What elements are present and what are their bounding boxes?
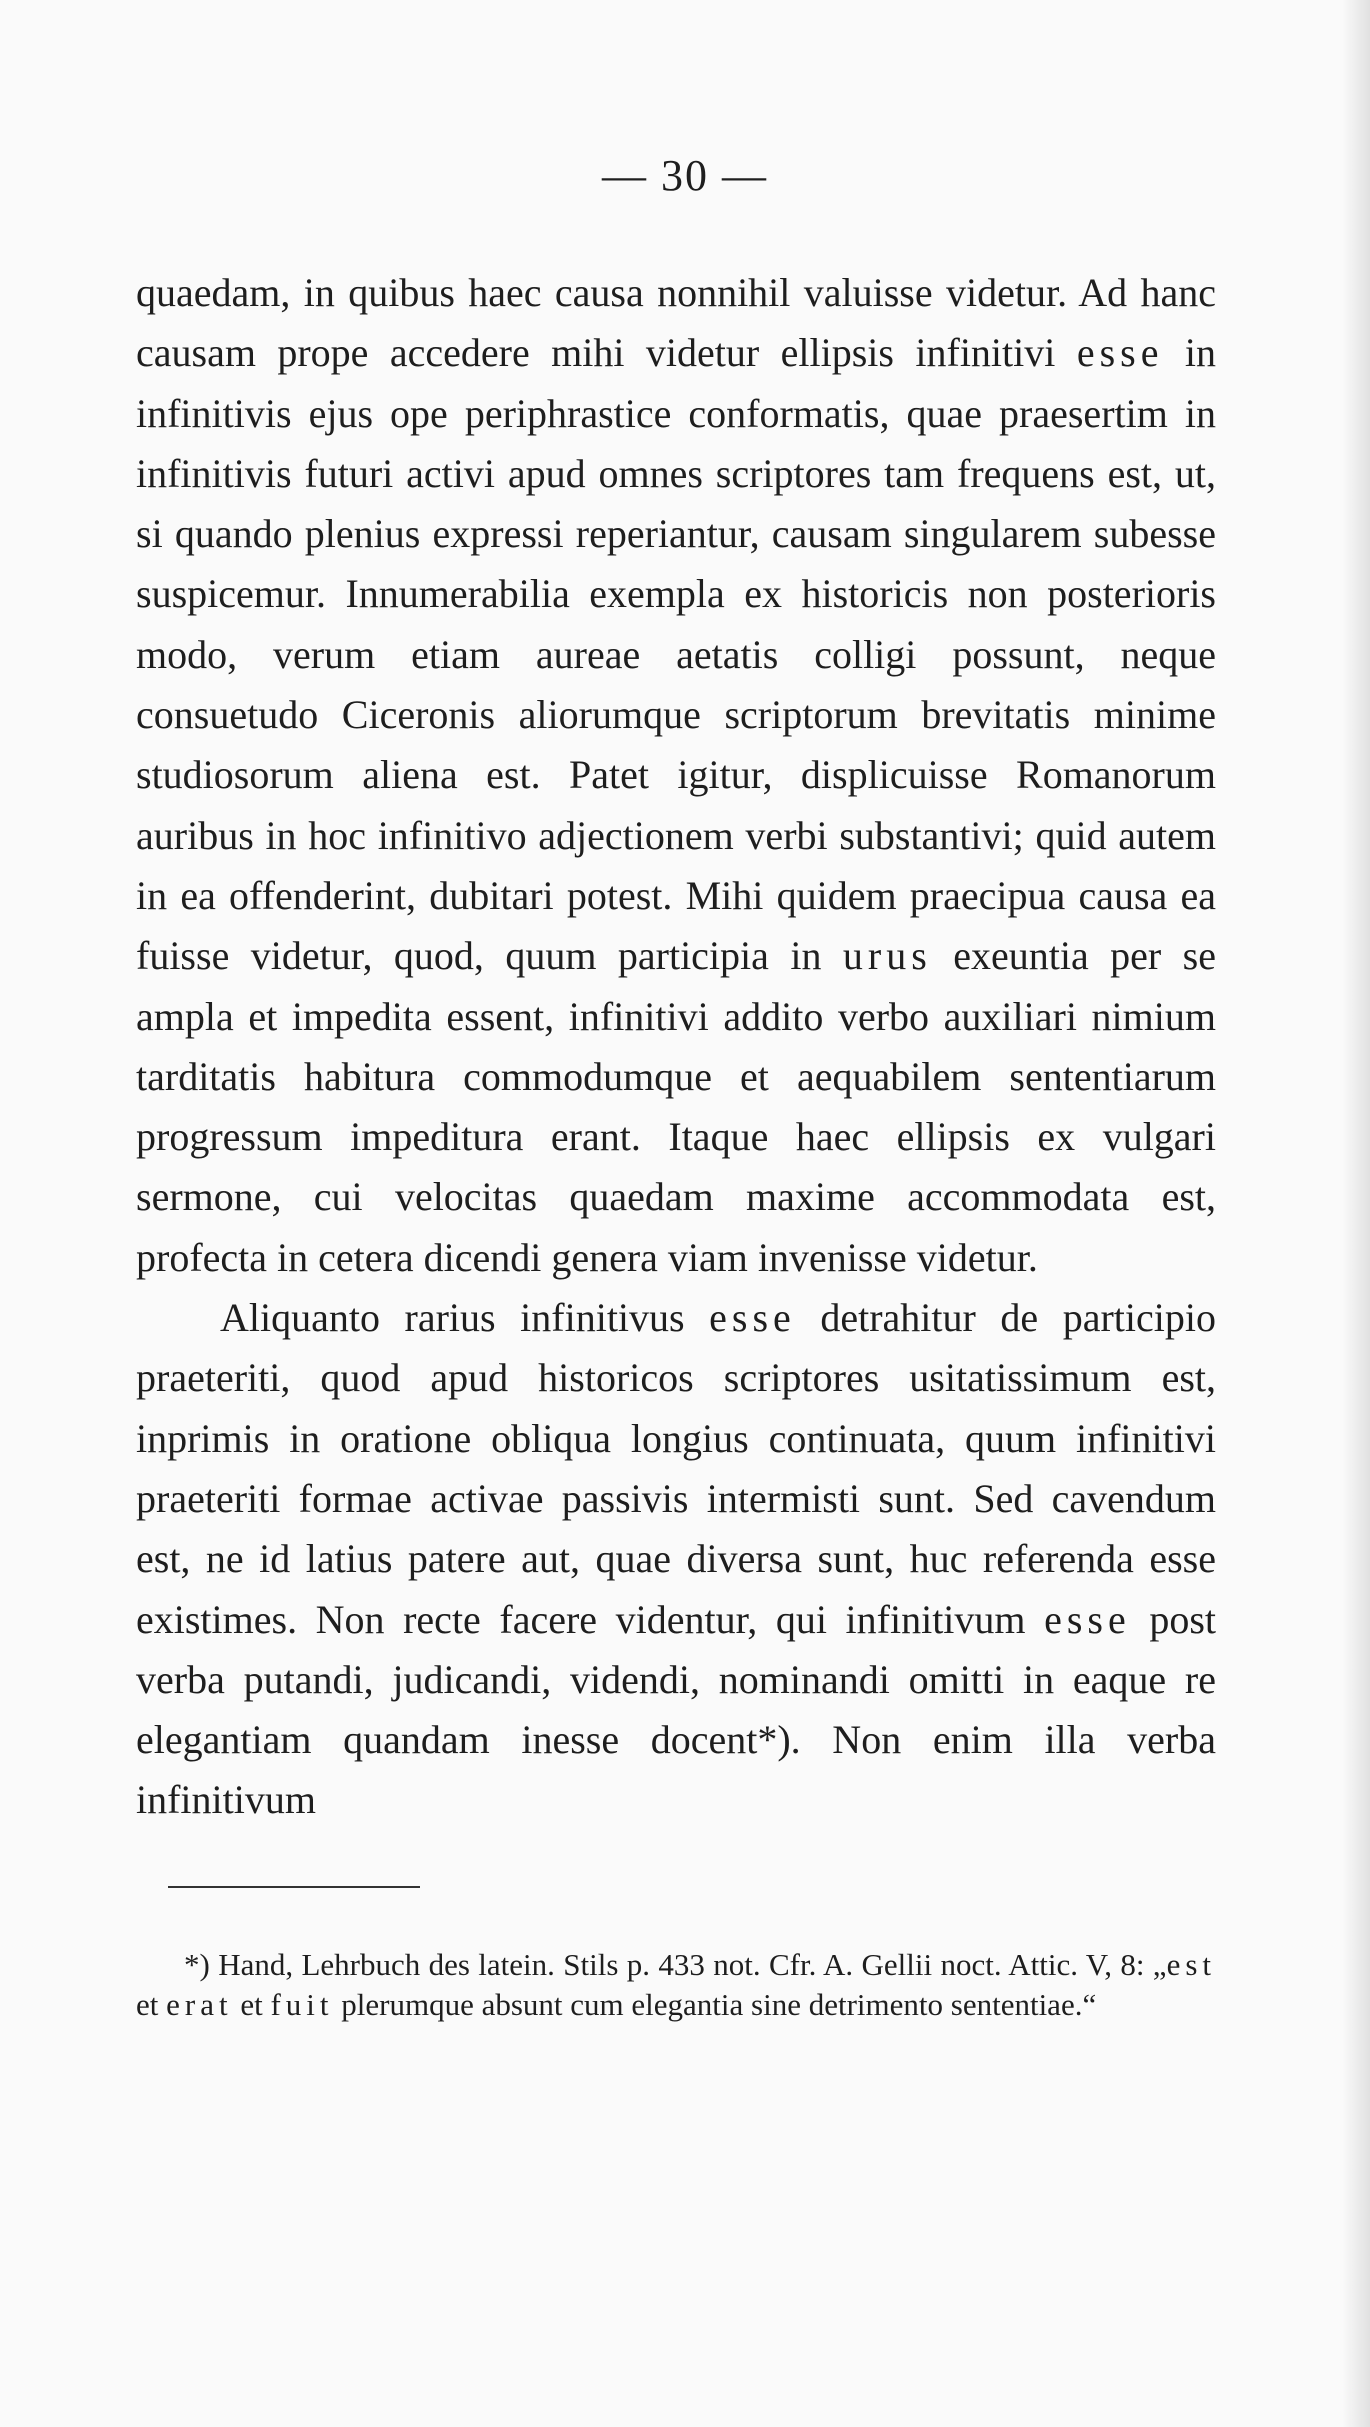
text-run: post verba putandi, judicandi, videndi, nominandi omitti in eaque re elegantiam quandam inesse docent*). Non enim illa verba infinitivum <box>136 1596 1216 1823</box>
spaced-word: esse <box>1076 330 1164 376</box>
spaced-word: urus <box>842 933 932 979</box>
spaced-word: esse <box>1044 1596 1131 1642</box>
text-run: detrahitur de participio praeteriti, quod apud historicos scriptores usitatissimum est, inprimis in oratione obliqua longius continuata, quum infinitivi praeteriti formae activae passivis intermisti sunt. Sed cavendum est, ne id latius patere aut, quae diversa sunt, huc referenda esse existimes. Non recte facere videntur, qui infinitivum <box>136 1295 1216 1642</box>
paragraph <box>136 1288 1216 1831</box>
spaced-word: esse <box>709 1295 796 1341</box>
footnote-divider <box>168 1886 420 1888</box>
text-run: in infinitivis ejus ope periphrastice conformatis, quae praesertim in infinitivis futuri activi apud omnes scriptores tam frequens est, ut, si quando plenius expressi reperiantur, causam singularem subesse suspicemur. Innumerabilia exempla ex historicis non posterioris modo, verum etiam aureae aetatis colligi possunt, neque consuetudo Ciceronis aliorumque scriptorum brevitatis minime studiosorum aliena est. Patet igitur, displicuisse Romanorum auribus in hoc infinitivo adjectionem verbi substantivi; quid autem in ea offenderint, dubitari potest. Mihi quidem praecipua causa ea fuisse videtur, quod, quum participia in <box>136 330 1216 979</box>
text-run: et <box>136 1987 167 2022</box>
spaced-word: erat <box>166 1987 233 2022</box>
text-run: *) Hand, Lehrbuch des latein. Stils p. 433 not. Cfr. A. Gellii noct. Attic. V, 8: „ <box>184 1947 1167 1982</box>
text-run: exeuntia per se ampla et impedita essent, infinitivi addito verbo auxiliari nimium tarditatis habitura commodumque et aequabilem sententiarum progressum impeditura erant. Itaque haec ellipsis ex vulgari sermone, cui velocitas quaedam maxime accommodata est, profecta in cetera dicendi genera viam invenisse videtur. <box>136 933 1216 1280</box>
text-run: plerumque absunt cum elegantia sine detrimento sententiae.“ <box>333 1987 1097 2022</box>
body-text <box>136 263 1216 1831</box>
text-run: Aliquanto rarius infinitivus <box>220 1295 710 1341</box>
text-run: quaedam, in quibus haec causa nonnihil valuisse videtur. Ad hanc causam prope accedere mihi videtur ellipsis infinitivi <box>136 270 1216 376</box>
spaced-word: fuit <box>270 1987 334 2022</box>
spaced-word: est <box>1166 1947 1216 1982</box>
paragraph <box>136 263 1216 1288</box>
page-edge-shadow <box>1342 0 1370 2427</box>
text-run: et <box>232 1987 271 2022</box>
page-number: — 30 — <box>602 151 768 200</box>
footnote <box>136 1945 1216 2025</box>
